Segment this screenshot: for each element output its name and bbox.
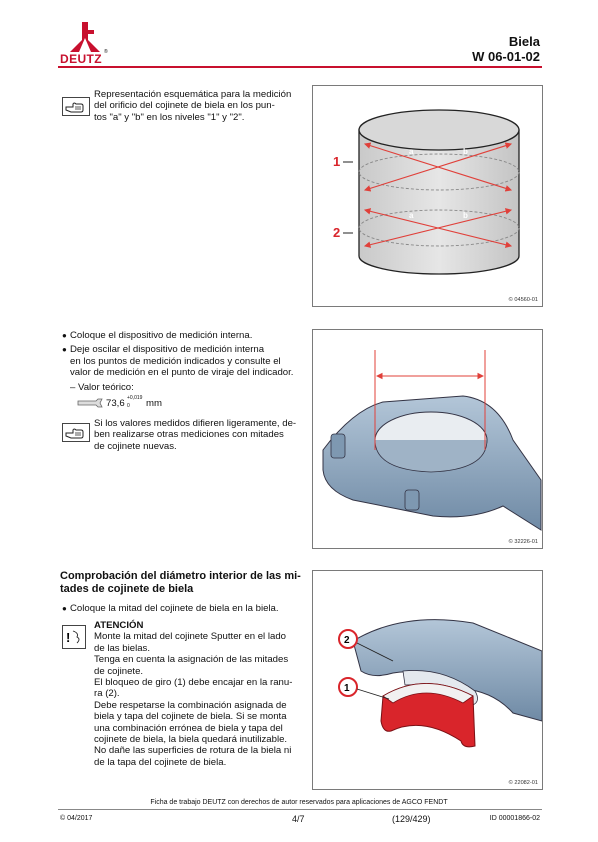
bullet-text: Coloque el dispositivo de medición interna. [70, 330, 253, 341]
block1-line: del orificio del cojinete de biela en los pun- [94, 100, 275, 112]
warning-line: biela y tapa del cojinete de biela. Si se monta [94, 711, 287, 723]
block1-text [94, 89, 299, 123]
wrench-icon [76, 397, 104, 409]
heading-line: Comprobación del diámetro interior de las mi- [60, 570, 301, 582]
page-title: Biela [508, 34, 540, 49]
note-line: de cojinete nuevas. [94, 440, 177, 452]
note-line: ben realizarse otras mediciones con mitades [94, 429, 284, 441]
footer-notice: Ficha de trabajo DEUTZ con derechos de autor reservados para aplicaciones de AGCO FENDT [150, 799, 448, 806]
block1-line: tos "a" y "b" en los niveles "1" y "2". [94, 111, 245, 123]
bullet-item: ● Deje oscilar el dispositivo de medición interna en los puntos de medición indicados y consulte el valor de medición en el punto de viraje del indicador. [62, 344, 302, 378]
tolerance-lower: 0 [127, 403, 130, 409]
deutz-logo-icon [60, 20, 110, 54]
label-a-bottom: a [409, 211, 414, 220]
bullet-text: Coloque la mitad del cojinete de biela en la biela. [70, 603, 279, 614]
spec-unit: mm [146, 398, 162, 409]
tolerance-upper: +0,019 [127, 395, 143, 401]
footer-total-pages: (129/429) [392, 814, 431, 824]
block2-bullets [62, 330, 302, 393]
figure-cylinder [312, 85, 543, 307]
warning-line: Tenga en cuenta la asignación de las mitades [94, 654, 289, 666]
warning-line: de la tapa del cojinete de biela. [94, 756, 227, 768]
section-heading [60, 570, 310, 596]
logo-brand-text: DEUTZ [60, 52, 102, 66]
warning-line: una combinación errónea de biela y tapa del [94, 722, 283, 734]
warning-line: Debe respetarse la combinación asignada de [94, 699, 287, 711]
figure-id: © 04560-01 [508, 297, 538, 303]
document-code: W 06-01-02 [472, 49, 540, 64]
footer-rule [58, 809, 542, 810]
footer-doc-id: ID 00001866-02 [489, 815, 540, 822]
theoretical-label: – Valor teórico: [70, 381, 134, 393]
bullet-text: Deje oscilar el dispositivo de medición interna [70, 344, 265, 356]
spec-value: 73,6 [106, 398, 125, 409]
bearing-shell-diagram [313, 571, 542, 789]
svg-text:!: ! [66, 630, 71, 645]
heading-line: tades de cojinete de biela [60, 583, 194, 595]
note-hand-icon [62, 423, 90, 442]
connecting-rod-diagram [313, 330, 542, 548]
footer-date: © 04/2017 [60, 815, 93, 822]
warning-line: El bloqueo de giro (1) debe encajar en la ranu- [94, 677, 293, 689]
bullet-text: valor de medición en el punto de viraje del indicador. [70, 367, 294, 379]
block2-note [94, 418, 304, 452]
registered-mark: ® [104, 49, 108, 55]
warning-line: Monte la mitad del cojinete Sputter en el lado [94, 631, 286, 643]
cylinder-diagram [313, 86, 542, 306]
bullet-item: ● Coloque la mitad del cojinete de biela en la biela. [62, 603, 279, 614]
warning-line: de las bielas. [94, 642, 150, 654]
figure-id: © 22082-01 [508, 780, 538, 786]
footer-page: 4/7 [292, 814, 305, 824]
bullet-text: en los puntos de medición indicados y consulte el [70, 355, 281, 367]
figure-connecting-rod [312, 329, 543, 549]
warning-icon [62, 625, 86, 649]
deutz-logo [60, 20, 110, 66]
bullet-item: ● Coloque el dispositivo de medición interna. [62, 330, 253, 341]
warning-block [94, 620, 304, 768]
warning-line: cojinete de biela, la biela quedará inutilizable. [94, 734, 288, 746]
warning-title: ATENCIÓN [94, 620, 144, 631]
label-a-top: a [409, 147, 414, 156]
warning-line: ra (2). [94, 688, 120, 700]
warning-line: No dañe las superficies de rotura de la biela ni [94, 745, 292, 757]
note-line: Si los valores medidos difieren ligeramente, de- [94, 418, 297, 429]
header-rule [58, 66, 542, 68]
figure-id: © 32226-01 [508, 539, 538, 545]
label-level-1: 1 [333, 154, 341, 169]
label-b-top: b [463, 147, 468, 156]
figure-bearing-shell [312, 570, 543, 790]
label-level-2: 2 [333, 225, 341, 240]
block1-line: Representación esquemática para la medición [94, 89, 292, 100]
label-b-bottom: b [463, 211, 468, 220]
warning-line: de cojinete. [94, 665, 144, 677]
callout-1: 1 [344, 683, 350, 694]
note-hand-icon [62, 97, 90, 116]
callout-2: 2 [344, 635, 350, 646]
